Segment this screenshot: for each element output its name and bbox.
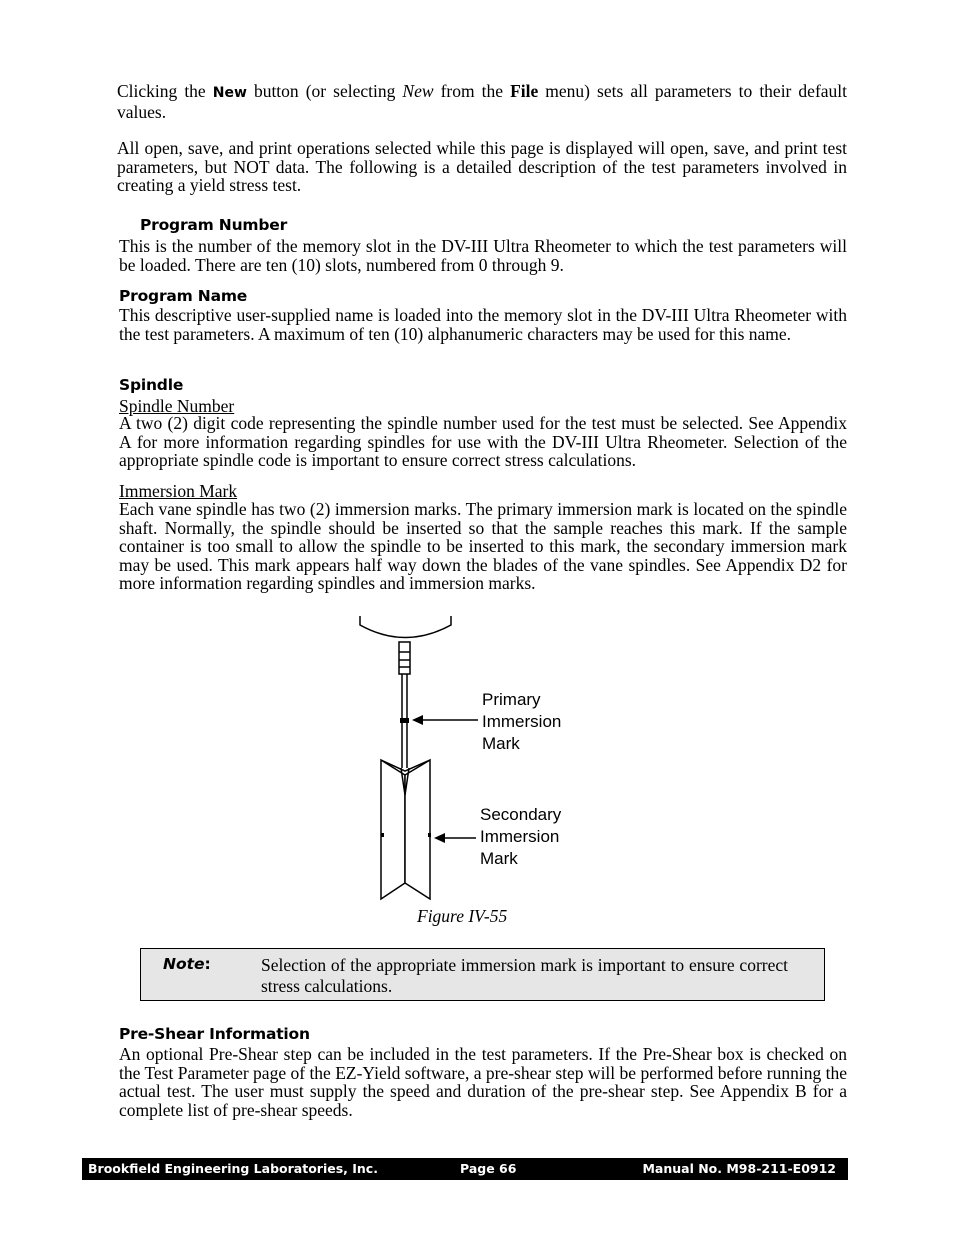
coupling-nut xyxy=(399,642,410,674)
new-button-reference: New xyxy=(212,85,247,101)
program-number-text: This is the number of the memory slot in the DV-III Ultra Rheometer to which the test parameters will be loaded. There are ten (10) slots, numbered from 0 through 9. xyxy=(119,236,847,275)
figure-caption: Figure IV-55 xyxy=(417,906,508,926)
heading-pre-shear: Pre-Shear Information xyxy=(119,1025,310,1043)
pre-shear-text: An optional Pre-Shear step can be included in the test parameters. If the Pre-Shear box is checked on the Test Parameter page of the EZ-Yield software, a pre-shear step will be performed before running the actual test. The user must supply the speed and duration of the pre-shear step. See Appendix B for a complete list of pre-shear speeds. xyxy=(119,1044,847,1120)
note-label: Note: xyxy=(163,955,211,973)
primary-immersion-label: Primary Immersion Mark xyxy=(482,690,562,753)
secondary-immersion-mark-right xyxy=(428,833,431,837)
primary-arrowhead xyxy=(412,715,423,725)
page-footer xyxy=(82,1158,848,1180)
note-box xyxy=(140,948,825,1001)
heading-program-number: Program Number xyxy=(140,216,288,234)
immersion-mark-text: Each vane spindle has two (2) immersion marks. The primary immersion mark is located on the spindle shaft. Normally, the spindle should be inserted so that the sample reaches this mark. If the sample container is too small to allow the spindle to be inserted to this mark, the secondary immersion mark may be used. This mark appears half way down the blades of the vane spindles. See Appendix D2 for more information regarding spindles and immersion marks. xyxy=(119,499,847,594)
subheading-spindle-number: Spindle Number xyxy=(119,396,235,416)
program-name-text: This descriptive user-supplied name is loaded into the memory slot in the DV-III Ultra Rheometer with the test parameters. A maximum of ten (10) alphanumeric characters may be used for this name. xyxy=(119,305,847,344)
vane-blade-right xyxy=(405,760,430,899)
heading-spindle: Spindle xyxy=(119,376,184,394)
footer-company: Brookfield Engineering Laboratories, Inc. xyxy=(88,1161,378,1176)
file-menu-reference: File xyxy=(510,81,539,101)
coupling-bowl xyxy=(360,616,451,638)
heading-program-name: Program Name xyxy=(119,287,248,305)
note-text: Selection of the appropriate immersion mark is important to ensure correct stress calculations. xyxy=(261,955,788,996)
primary-immersion-mark xyxy=(400,718,409,723)
intro-paragraph-new: Clicking the New button (or selecting New from the File menu) sets all parameters to their default values. xyxy=(117,81,848,122)
footer-manual-number: Manual No. M98-211-E0912 xyxy=(642,1161,836,1176)
secondary-immersion-mark-left xyxy=(381,833,384,837)
intro-paragraph-operations: All open, save, and print operations selected while this page is displayed will open, save, and print test parameters, but NOT data. The following is a detailed description of the test parameters involved in creating a yield stress test. xyxy=(117,138,847,196)
subheading-immersion-mark: Immersion Mark xyxy=(119,481,238,501)
vane-blade-left xyxy=(381,760,405,899)
footer-page-number: Page 66 xyxy=(460,1161,517,1176)
secondary-arrowhead xyxy=(434,833,445,843)
spindle-number-text: A two (2) digit code representing the spindle number used for the test must be selected. See Appendix A for more information regarding spindles for use with the DV-III Ultra Rheometer. Selection of the appropriate spindle code is important to ensure correct stress calculations. xyxy=(119,413,847,471)
secondary-immersion-label: Secondary Immersion Mark xyxy=(480,805,562,868)
